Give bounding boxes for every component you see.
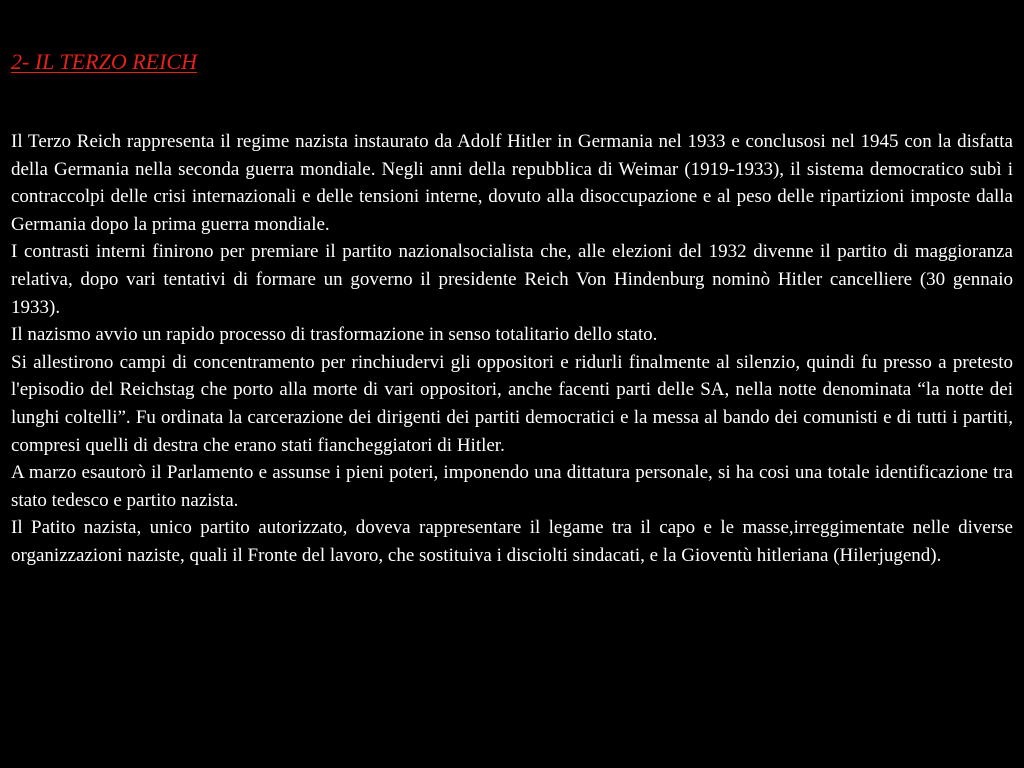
paragraph-dictatorship: A marzo esautorò il Parlamento e assunse i pieni poteri, imponendo una dittatura personale, si ha cosi una totale identificazione tra stato tedesco e partito nazista. bbox=[11, 462, 1013, 511]
slide-title: 2- IL TERZO REICH bbox=[11, 49, 197, 74]
paragraph-repression: Si allestirono campi di concentramento per rinchiudervi gli oppositori e ridurli finalmente al silenzio, quindi fu presso a pretesto l'episodio del Reichstag che porto alla morte di vari oppositori, anche facenti parti delle SA, nella notte denominata “la notte dei lunghi coltelli”. Fu ordinata la carcerazione dei dirigenti dei partiti democratici e la messa al bando dei comunisti e di tutti i partiti, compresi quelli di destra che erano stati fiancheggiatori di Hitler. bbox=[11, 351, 1013, 456]
paragraph-intro: Il Terzo Reich rappresenta il regime nazista instaurato da Adolf Hitler in Germania nel 1933 e conclusosi nel 1945 con la disfatta della Germania nella seconda guerra mondiale. Negli anni della repubblica di Weimar (1919-1933), il sistema democratico subì i contraccolpi delle crisi internazionali e delle tensioni interne, dovuto alla disoccupazione e al peso delle ripartizioni imposte dalla Germania dopo la prima guerra mondiale. bbox=[11, 131, 1013, 235]
paragraph-party: Il Patito nazista, unico partito autorizzato, doveva rappresentare il legame tra il capo e le masse,irreggimentate nelle diverse organizzazioni naziste, quali il Fronte del lavoro, che sostituiva i disciolti sindacati, e la Gioventù hitleriana (Hilerjugend). bbox=[11, 517, 1013, 566]
paragraph-totalitarian: Il nazismo avvio un rapido processo di trasformazione in senso totalitario dello stato. bbox=[11, 324, 658, 346]
paragraph-elections: I contrasti interni finirono per premiare il partito nazionalsocialista che, alle elezioni del 1932 divenne il partito di maggioranza relativa, dopo vari tentativi di formare un governo il presidente Reich Von Hindenburg nominò Hitler cancelliere (30 gennaio 1933). bbox=[11, 241, 1013, 318]
slide-body bbox=[11, 128, 1013, 570]
